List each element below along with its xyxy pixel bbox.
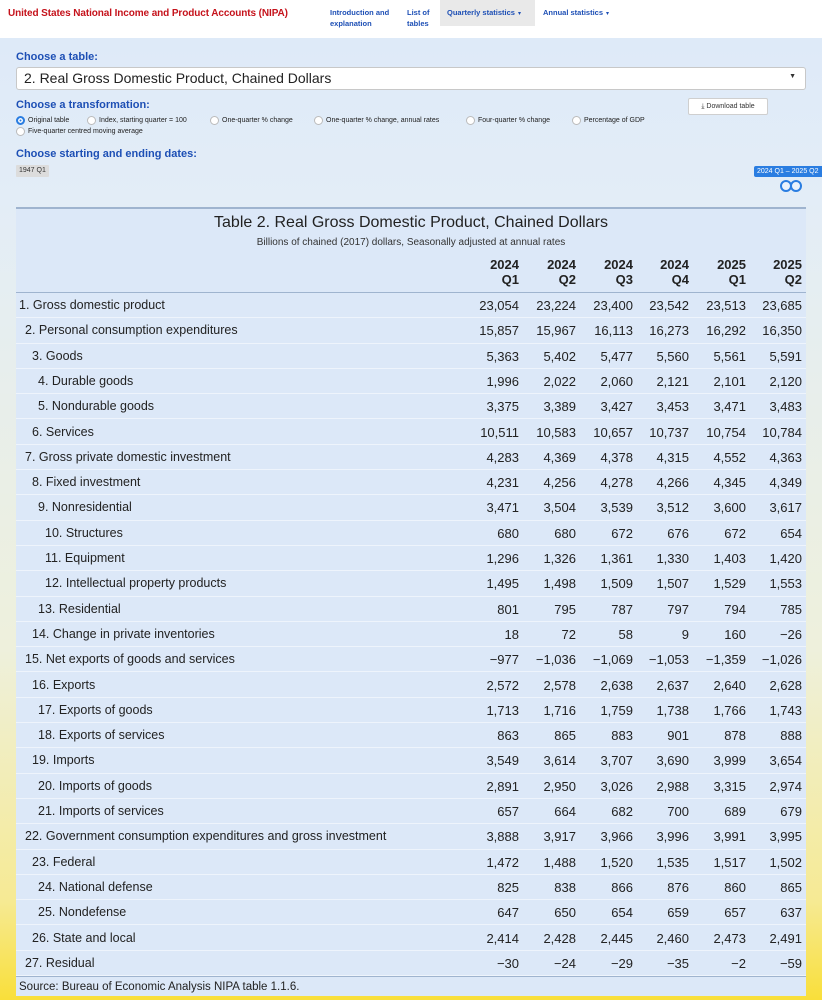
column-header — [633, 257, 689, 287]
table-cell: 876 — [667, 879, 689, 895]
table-cell: 10,511 — [480, 424, 519, 440]
date-range-label: 2024 Q1 – 2025 Q2 — [754, 166, 822, 177]
table-cell: 2,491 — [769, 930, 802, 946]
table-cell: 3,996 — [656, 829, 689, 845]
table-cell: 58 — [618, 626, 633, 642]
radio-index[interactable]: Index, starting quarter = 100 — [87, 116, 187, 125]
chevron-down-icon: ▾ — [517, 11, 521, 17]
table-cell: 1,529 — [713, 576, 746, 592]
nav-quarterly-statistics[interactable]: Quarterly statistics ▾ — [440, 0, 535, 26]
table-cell: 1,743 — [769, 702, 802, 718]
table-cell: 3,471 — [713, 399, 746, 415]
row-label: 4. Durable goods — [38, 373, 134, 388]
table-row — [16, 622, 806, 647]
column-header — [577, 257, 633, 287]
table-cell: 1,716 — [543, 702, 576, 718]
table-cell: 23,513 — [706, 298, 746, 313]
nav-list-of-tables[interactable]: List of tables — [407, 8, 430, 28]
row-label: 23. Federal — [32, 854, 96, 869]
table-cell: −977 — [489, 652, 519, 668]
table-row — [16, 799, 806, 824]
table-cell: 1,420 — [769, 551, 802, 566]
column-quarter: Q4 — [671, 272, 689, 287]
table-cell: 16,350 — [762, 323, 802, 339]
table-cell: 4,363 — [769, 449, 802, 465]
table-cell: 1,520 — [600, 854, 633, 870]
table-cell: 3,690 — [656, 753, 689, 769]
table-cell: 1,759 — [600, 702, 633, 718]
table-cell: 4,349 — [769, 475, 802, 491]
table-cell: 682 — [611, 804, 633, 819]
table-row — [16, 698, 806, 723]
table-cell: −2 — [731, 955, 746, 971]
table-cell: 680 — [497, 525, 519, 541]
table-cell: −30 — [496, 955, 519, 971]
table-cell: 18 — [504, 626, 519, 642]
download-icon: ⤓ — [701, 103, 705, 110]
table-cell: 860 — [724, 879, 746, 895]
table-cell: 72 — [561, 626, 576, 642]
table-cell: 1,326 — [543, 551, 576, 566]
row-label: 20. Imports of goods — [38, 778, 152, 793]
column-quarter: Q1 — [728, 272, 746, 287]
table-cell: 654 — [611, 905, 633, 921]
table-cell: 3,453 — [656, 399, 689, 415]
column-header — [690, 257, 746, 287]
table-cell: 637 — [780, 905, 802, 921]
table-cell: 15,967 — [536, 323, 576, 339]
radio-four-quarter-change[interactable]: Four-quarter % change — [466, 116, 550, 125]
table-cell: 676 — [667, 525, 689, 541]
table-row — [16, 344, 806, 369]
table-cell: 1,488 — [543, 854, 576, 870]
column-year: 2024 — [490, 257, 519, 272]
table-cell: 1,509 — [600, 576, 633, 592]
row-label: 25. Nondefense — [38, 905, 127, 920]
table-cell: 795 — [554, 601, 576, 617]
table-cell: 2,578 — [543, 677, 576, 693]
row-label: 13. Residential — [38, 601, 121, 616]
table-row — [16, 748, 806, 773]
table-cell: 10,737 — [649, 424, 689, 440]
table-cell: 4,231 — [486, 475, 519, 491]
table-cell: −59 — [779, 955, 802, 971]
table-cell: 785 — [780, 601, 802, 617]
column-year: 2024 — [547, 257, 576, 272]
radio-original-table[interactable]: Original table — [16, 116, 69, 125]
table-cell: 3,654 — [769, 753, 802, 769]
row-label: 3. Goods — [32, 348, 83, 363]
table-row — [16, 597, 806, 622]
table-cell: 2,473 — [713, 930, 746, 946]
table-cell: 10,784 — [762, 424, 802, 440]
table-cell: 680 — [554, 525, 576, 541]
table-cell: 4,378 — [600, 449, 633, 465]
table-cell: 5,363 — [486, 348, 519, 364]
table-cell: 2,640 — [713, 677, 746, 693]
table-cell: 1,766 — [713, 702, 746, 718]
caret-down-icon: ▼ — [789, 73, 796, 80]
row-label: 10. Structures — [45, 525, 123, 540]
table-cell: 3,389 — [543, 399, 576, 415]
table-row — [16, 495, 806, 520]
table-cell: 2,445 — [600, 930, 633, 946]
table-cell: 700 — [667, 804, 689, 819]
row-label: 9. Nonresidential — [38, 500, 132, 515]
table-cell: 23,542 — [649, 298, 689, 313]
table-cell: 1,502 — [769, 854, 802, 870]
table-cell: 1,495 — [486, 576, 519, 592]
table-row — [16, 420, 806, 445]
table-cell: 3,966 — [600, 829, 633, 845]
table-cell: 3,617 — [769, 500, 802, 516]
table-cell: 1,330 — [656, 551, 689, 566]
radio-percentage-of-gdp[interactable]: Percentage of GDP — [572, 116, 645, 125]
choose-dates-label: Choose starting and ending dates: — [16, 148, 197, 160]
table-cell: 672 — [724, 525, 746, 541]
table-cell: 5,402 — [543, 348, 576, 364]
table-row — [16, 470, 806, 495]
table-cell: 2,638 — [600, 677, 633, 693]
table-cell: 3,026 — [600, 778, 633, 794]
table-cell: −35 — [666, 955, 689, 971]
table-cell: 657 — [724, 905, 746, 921]
table-cell: 4,345 — [713, 475, 746, 491]
column-year: 2024 — [604, 257, 633, 272]
table-cell: 2,988 — [656, 778, 689, 794]
table-cell: 10,754 — [706, 424, 746, 440]
row-label: 1. Gross domestic product — [19, 298, 165, 312]
table-cell: 1,553 — [769, 576, 802, 592]
table-cell: 1,361 — [600, 551, 633, 566]
table-cell: 2,121 — [656, 373, 689, 389]
table-cell: 9 — [681, 626, 689, 642]
table-cell: −1,069 — [592, 652, 633, 668]
table-cell: 2,891 — [486, 778, 519, 794]
site-title[interactable]: United States National Income and Product Accounts (NIPA) — [8, 8, 288, 19]
table-cell: 787 — [611, 601, 633, 617]
table-cell: 797 — [667, 601, 689, 617]
table-cell: 2,414 — [486, 930, 519, 946]
table-cell: 3,375 — [486, 399, 519, 415]
column-year: 2024 — [660, 257, 689, 272]
column-quarter: Q3 — [615, 272, 633, 287]
table-cell: −24 — [553, 955, 576, 971]
table-cell: 23,685 — [762, 298, 802, 313]
table-cell: 3,614 — [543, 753, 576, 769]
row-label: 15. Net exports of goods and services — [25, 652, 235, 667]
table-source: Source: Bureau of Economic Analysis NIPA table 1.1.6. — [16, 976, 806, 996]
table-cell: 3,888 — [486, 829, 519, 845]
table-cell: 4,266 — [656, 475, 689, 491]
table-row — [16, 875, 806, 900]
table-row — [16, 723, 806, 748]
table-cell: 2,428 — [543, 930, 576, 946]
table-cell: 1,296 — [486, 551, 519, 566]
table-cell: 654 — [780, 525, 802, 541]
row-label: 19. Imports — [32, 753, 95, 768]
table-cell: 1,738 — [656, 702, 689, 718]
column-year: 2025 — [773, 257, 802, 272]
table-row — [16, 900, 806, 925]
table-cell: 1,517 — [713, 854, 746, 870]
table-cell: 3,504 — [543, 500, 576, 516]
radio-dot — [87, 116, 96, 125]
row-label: 22. Government consumption expenditures and gross investment — [25, 829, 387, 844]
table-cell: 2,460 — [656, 930, 689, 946]
table-row — [16, 824, 806, 849]
table-cell: 3,549 — [486, 753, 519, 769]
row-label: 12. Intellectual property products — [45, 576, 227, 591]
choose-table-label: Choose a table: — [16, 51, 98, 63]
table-cell: 2,060 — [600, 373, 633, 389]
nav-annual-statistics[interactable]: Annual statistics ▾ — [543, 8, 610, 17]
table-cell: 4,278 — [600, 475, 633, 491]
table-cell: 15,857 — [479, 323, 519, 339]
table-row — [16, 318, 806, 343]
table-select-value: 2. Real Gross Domestic Product, Chained Dollars — [24, 70, 332, 86]
table-cell: 866 — [611, 879, 633, 895]
table-cell: −29 — [610, 955, 633, 971]
table-subtitle: Billions of chained (2017) dollars, Seasonally adjusted at annual rates — [256, 237, 566, 248]
table-cell: 4,552 — [713, 449, 746, 465]
table-cell: 1,996 — [486, 373, 519, 389]
table-row — [16, 369, 806, 394]
table-cell: 863 — [497, 728, 519, 744]
table-cell: 2,022 — [543, 373, 576, 389]
table-cell: 664 — [554, 804, 576, 819]
row-label: 24. National defense — [38, 879, 153, 894]
radio-dot — [314, 116, 323, 125]
table-cell: 5,561 — [713, 348, 746, 364]
radio-dot — [572, 116, 581, 125]
table-cell: 647 — [497, 905, 519, 921]
choose-transformation-label: Choose a transformation: — [16, 99, 150, 111]
table-cell: 4,369 — [543, 449, 576, 465]
table-row — [16, 850, 806, 875]
column-quarter: Q2 — [558, 272, 576, 287]
column-header — [463, 257, 519, 287]
table-cell: 679 — [780, 804, 802, 819]
row-label: 21. Imports of services — [38, 804, 164, 818]
table-cell: 3,539 — [600, 500, 633, 516]
table-row — [16, 647, 806, 672]
table-cell: 3,483 — [769, 399, 802, 415]
table-cell: 3,999 — [713, 753, 746, 769]
table-cell: 3,917 — [543, 829, 576, 845]
table-cell: 16,113 — [594, 323, 633, 339]
column-quarter: Q2 — [784, 272, 802, 287]
table-cell: 5,591 — [769, 348, 802, 364]
table-cell: −1,026 — [761, 652, 802, 668]
table-cell: 10,657 — [593, 424, 633, 440]
table-cell: 3,471 — [486, 500, 519, 516]
table-cell: 1,498 — [543, 576, 576, 592]
table-cell: 838 — [554, 879, 576, 895]
top-nav — [0, 0, 822, 38]
column-year: 2025 — [717, 257, 746, 272]
chevron-down-icon: ▾ — [606, 11, 610, 17]
table-cell: 672 — [611, 525, 633, 541]
column-header — [520, 257, 576, 287]
table-cell: 1,507 — [656, 576, 689, 592]
table-cell: 160 — [724, 626, 746, 642]
radio-dot — [16, 127, 25, 136]
table-cell: 865 — [780, 879, 802, 895]
table-cell: −1,053 — [648, 652, 689, 668]
table-cell: 3,600 — [713, 500, 746, 516]
table-cell: 23,400 — [593, 298, 633, 313]
radio-dot — [210, 116, 219, 125]
table-cell: 23,054 — [479, 298, 519, 313]
nav-introduction[interactable]: Introduction and explanation — [330, 8, 390, 28]
radio-one-quarter-change[interactable]: One-quarter % change — [210, 116, 293, 125]
table-cell: 5,477 — [600, 348, 633, 364]
radio-one-quarter-change-annual[interactable]: One-quarter % change, annual rates — [314, 116, 439, 125]
table-cell: 901 — [667, 728, 689, 744]
table-cell: 3,427 — [600, 399, 633, 415]
row-label: 27. Residual — [25, 955, 95, 970]
table-cell: 2,572 — [486, 677, 519, 693]
row-label: 17. Exports of goods — [38, 702, 153, 717]
row-label: 11. Equipment — [45, 551, 125, 565]
table-row — [16, 293, 806, 318]
table-cell: 650 — [554, 905, 576, 921]
table-cell: 4,283 — [486, 449, 519, 465]
table-cell: 825 — [497, 879, 519, 895]
table-cell: 3,315 — [713, 778, 746, 794]
table-cell: 5,560 — [656, 348, 689, 364]
row-label: 8. Fixed investment — [32, 475, 141, 490]
table-cell: 2,120 — [769, 373, 802, 389]
table-cell: −26 — [779, 626, 802, 642]
row-label: 16. Exports — [32, 677, 96, 692]
table-cell: 1,403 — [713, 551, 746, 566]
column-quarter: Q1 — [501, 272, 519, 287]
row-label: 26. State and local — [32, 930, 136, 945]
column-header — [746, 257, 802, 287]
table-cell: 878 — [724, 728, 746, 744]
table-cell: 865 — [554, 728, 576, 744]
table-cell: 888 — [780, 728, 802, 744]
table-cell: 883 — [611, 728, 633, 744]
data-table — [16, 207, 806, 996]
table-cell: 2,637 — [656, 677, 689, 693]
table-cell: 2,628 — [769, 677, 802, 693]
table-cell: 794 — [724, 601, 746, 617]
download-table-button[interactable]: ⤓ Download table — [688, 98, 768, 115]
range-end-handle[interactable] — [790, 180, 802, 192]
table-select[interactable] — [16, 67, 806, 90]
table-cell: 657 — [497, 804, 519, 819]
table-cell: 16,273 — [649, 323, 689, 339]
table-cell: 16,292 — [706, 323, 746, 339]
table-cell: 1,535 — [656, 854, 689, 870]
table-cell: 3,707 — [600, 753, 633, 769]
table-row — [16, 445, 806, 470]
table-cell: 4,315 — [656, 449, 689, 465]
table-row — [16, 926, 806, 951]
table-row — [16, 394, 806, 419]
table-row — [16, 521, 806, 546]
table-title: Table 2. Real Gross Domestic Product, Chained Dollars — [214, 214, 608, 231]
table-cell: −1,359 — [705, 652, 746, 668]
table-row — [16, 951, 806, 976]
table-cell: 1,713 — [486, 702, 519, 718]
table-cell: 3,995 — [769, 829, 802, 845]
table-cell: 659 — [667, 905, 689, 921]
row-label: 6. Services — [32, 424, 94, 439]
table-cell: 689 — [724, 804, 746, 819]
table-cell: 2,101 — [713, 373, 746, 389]
row-label: 18. Exports of services — [38, 728, 165, 743]
table-row — [16, 571, 806, 596]
row-label: 5. Nondurable goods — [38, 399, 155, 414]
table-cell: 1,472 — [486, 854, 519, 870]
table-cell: 3,991 — [713, 829, 746, 845]
row-label: 14. Change in private inventories — [32, 626, 215, 641]
table-cell: 4,256 — [543, 475, 576, 491]
radio-five-quarter-average[interactable]: Five-quarter centred moving average — [16, 127, 143, 136]
table-cell: 2,950 — [543, 778, 576, 794]
date-min-label: 1947 Q1 — [16, 165, 49, 177]
radio-dot — [466, 116, 475, 125]
table-cell: −1,036 — [535, 652, 576, 668]
row-label: 2. Personal consumption expenditures — [25, 323, 238, 338]
table-cell: 10,583 — [536, 424, 576, 440]
row-label: 7. Gross private domestic investment — [25, 449, 231, 464]
table-row — [16, 546, 806, 571]
radio-dot — [16, 116, 25, 125]
table-cell: 2,974 — [769, 778, 802, 794]
table-row — [16, 673, 806, 698]
table-row — [16, 774, 806, 799]
table-cell: 23,224 — [536, 298, 576, 313]
table-cell: 3,512 — [656, 500, 689, 516]
table-cell: 801 — [497, 601, 519, 617]
